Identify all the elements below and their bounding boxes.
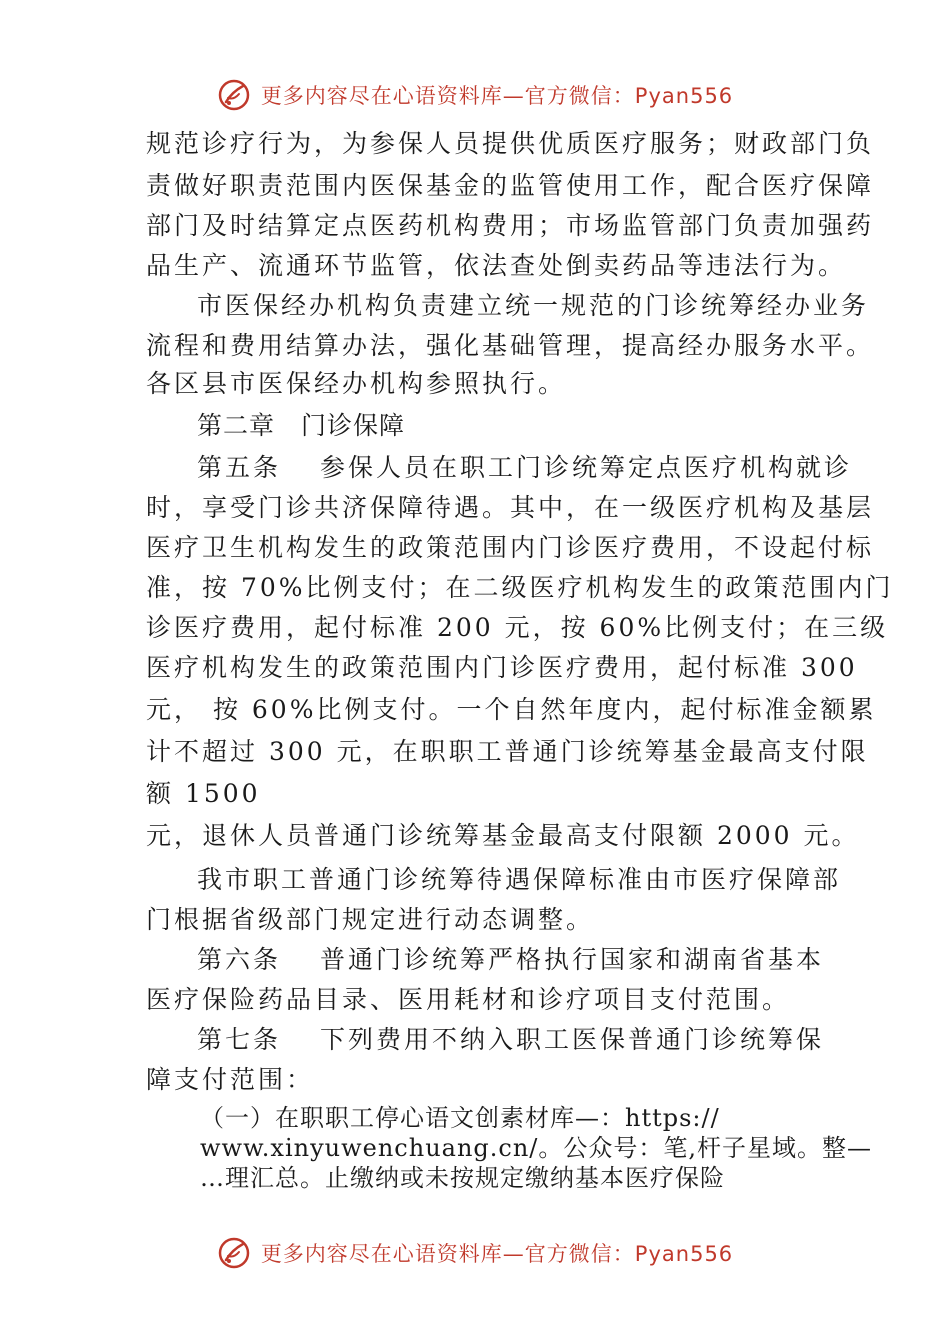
body-line: 品生产、流通环节监管，依法查处倒卖药品等违法行为。 <box>146 251 847 280</box>
body-line: 市医保经办机构负责建立统一规范的门诊统筹经办业务 <box>197 291 870 320</box>
article-line: 第七条 下列费用不纳入职工医保普通门诊统筹保 <box>197 1025 824 1054</box>
body-line: 流程和费用结算办法，强化基础管理，提高经办服务水平。 <box>146 331 875 360</box>
body-line: 准，按 70%比例支付；在二级医疗机构发生的政策范围内门 <box>146 573 894 602</box>
body-line: 规范诊疗行为，为参保人员提供优质医疗服务；财政部门负 <box>146 129 875 158</box>
body-line: 时，享受门诊共济保障待遇。其中，在一级医疗机构及基层 <box>146 493 875 522</box>
body-line: 各区县市医保经办机构参照执行。 <box>146 369 567 398</box>
body-line: 元， 按 60%比例支付。一个自然年度内，起付标准金额累 <box>146 695 877 724</box>
body-line: 元，退休人员普通门诊统筹基金最高支付限额 2000 元。 <box>146 821 860 850</box>
footer-banner-text: 更多内容尽在心语资料库—官方微信：Pyan556 <box>260 1242 734 1266</box>
list-item-line: …理汇总。止缴纳或未按规定缴纳基本医疗保险 <box>200 1164 725 1192</box>
body-line: 我市职工普通门诊统筹待遇保障标准由市医疗保障部 <box>197 865 842 894</box>
list-item-line: （一）在职职工停心语文创素材库—：https:// <box>200 1104 720 1132</box>
article-line: 第五条 参保人员在职工门诊统筹定点医疗机构就诊 <box>197 453 852 482</box>
body-line: 门根据省级部门规定进行动态调整。 <box>146 905 595 934</box>
article-line: 第六条 普通门诊统筹严格执行国家和湖南省基本 <box>197 945 824 974</box>
body-line: 责做好职责范围内医保基金的监管使用工作，配合医疗保障 <box>146 171 875 200</box>
brush-logo-icon <box>217 78 251 112</box>
body-line: 计不超过 300 元，在职职工普通门诊统筹基金最高支付限 <box>146 737 869 766</box>
body-line: 医疗保险药品目录、医用耗材和诊疗项目支付范围。 <box>146 985 791 1014</box>
body-line: 部门及时结算定点医药机构费用；市场监管部门负责加强药 <box>146 211 875 240</box>
list-item-line: www.xinyuwenchuang.cn/。公众号：笔,杆子星域。整— <box>200 1134 873 1162</box>
body-line: 诊医疗费用，起付标准 200 元，按 60%比例支付；在三级 <box>146 613 889 642</box>
body-line: 障支付范围： <box>146 1065 315 1094</box>
body-line: 额 1500 <box>146 779 261 808</box>
chapter-heading: 第二章 门诊保障 <box>197 411 406 440</box>
body-line: 医疗卫生机构发生的政策范围内门诊医疗费用，不设起付标 <box>146 533 875 562</box>
body-line: 医疗机构发生的政策范围内门诊医疗费用，起付标准 300 <box>146 653 858 682</box>
brush-logo-icon <box>217 1236 251 1270</box>
header-banner-text: 更多内容尽在心语资料库—官方微信：Pyan556 <box>260 84 734 108</box>
footer-banner <box>0 1228 950 1278</box>
header-banner <box>0 70 950 120</box>
